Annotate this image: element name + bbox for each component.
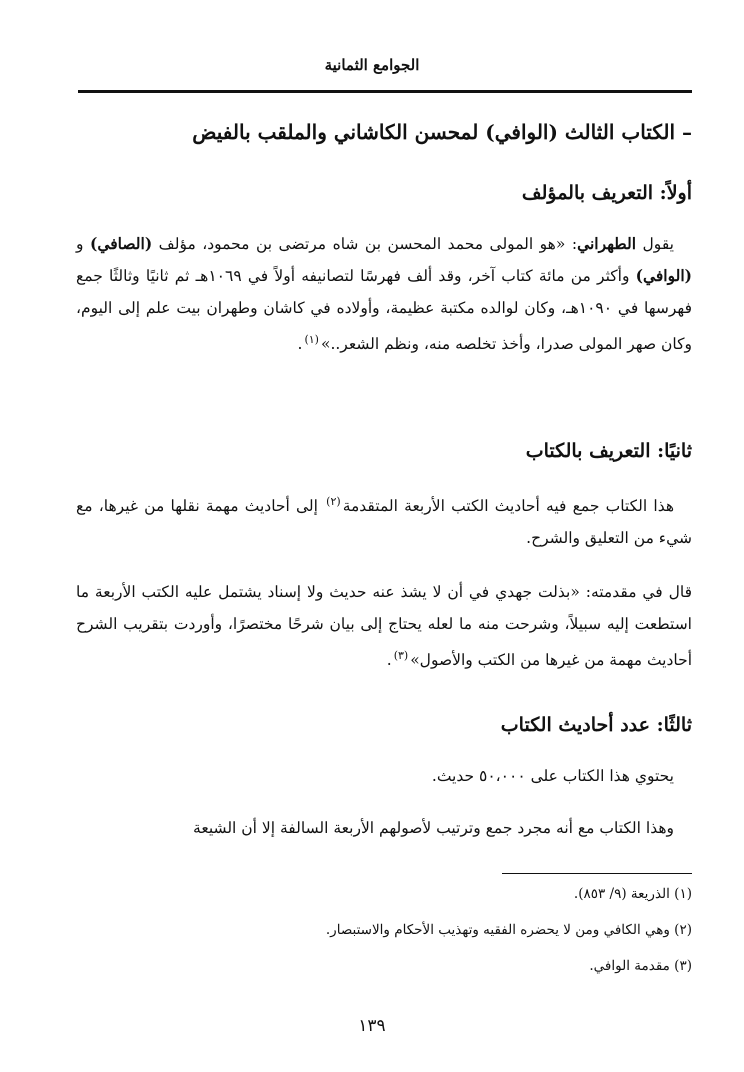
text-run: هذا الكتاب جمع فيه أحاديث الكتب الأربعة المتقدمة xyxy=(342,497,674,516)
footnote-1: (١) الذريعة (٩/ ٨٥٣). xyxy=(573,886,692,902)
section-heading-author: أولاً: التعريف بالمؤلف xyxy=(521,182,692,204)
author-name: الطهراني xyxy=(577,234,637,253)
paragraph-continuation: وهذا الكتاب مع أنه مجرد جمع وترتيب لأصولهم الأربعة السالفة إلا أن الشيعة xyxy=(193,819,674,837)
page-number: ١٣٩ xyxy=(358,1016,386,1036)
text-run: وأكثر من مائة كتاب آخر، وقد ألف فهرسًا لتصانيفه أولاً في ١٠٦٩هـ ثم ثانيًا وثالثًا جمع فهرسها في ١٠٩٠هـ، وكان لوالده مكتبة عظيمة، وأولاده في كاشان وطهران بيت علم إلى اليوم، وكان صهر المولى صدرا، وأخذ تخلصه منه، ونظم الشعر..» xyxy=(76,267,692,354)
paragraph-hadith-count: يحتوي هذا الكتاب على ٥٠،٠٠٠ حديث. xyxy=(431,767,674,785)
footnote-rule xyxy=(502,873,692,874)
footnote-ref-3[interactable]: (٣) xyxy=(393,649,409,662)
section-heading-count: ثالثًا: عدد أحاديث الكتاب xyxy=(500,714,692,736)
text-run: . xyxy=(297,335,303,354)
paragraph-author xyxy=(76,228,692,360)
text-run: يقول xyxy=(636,235,674,253)
work-title-safi: (الصافي) xyxy=(89,234,153,253)
footnote-ref-1[interactable]: (١) xyxy=(304,333,319,346)
text-run: قال في مقدمته: «بذلت جهدي في أن لا يشذ عنه حديث ولا إسناد يشتمل عليه الكتب الأربعة ما استطعت إليه سبيلاً، وشرحت منه ما لعله يحتاج إلى بيان شرحًا مختصرًا، وأوردت بتقريب الشرح أحاديث مهمة من غيرها من الكتب والأصول» xyxy=(76,583,692,670)
section-heading-book: ثانيًا: التعريف بالكتاب xyxy=(525,440,692,462)
chapter-title: – الكتاب الثالث (الوافي) لمحسن الكاشاني والملقب بالفيض xyxy=(192,120,692,144)
paragraph-book-description xyxy=(76,486,692,554)
paragraph-introduction-quote xyxy=(76,576,692,676)
footnote-ref-2[interactable]: (٢) xyxy=(326,495,341,508)
footnote-3: (٣) مقدمة الوافي. xyxy=(589,958,692,974)
text-run: : «هو المولى محمد المحسن بن شاه مرتضى بن محمود، مؤلف xyxy=(152,235,578,253)
footnote-2: (٢) وهي الكافي ومن لا يحضره الفقيه وتهذيب الأحكام والاستبصار. xyxy=(325,922,692,938)
text-run: و xyxy=(76,235,90,253)
running-title: الجوامع الثمانية xyxy=(324,56,420,74)
text-run: إلى أحاديث مهمة نقلها من غيرها، مع شيء من التعليق والشرح. xyxy=(76,497,692,548)
work-title-wafi: (الوافي) xyxy=(635,266,692,285)
header-rule xyxy=(78,90,692,93)
text-run: . xyxy=(386,651,392,670)
